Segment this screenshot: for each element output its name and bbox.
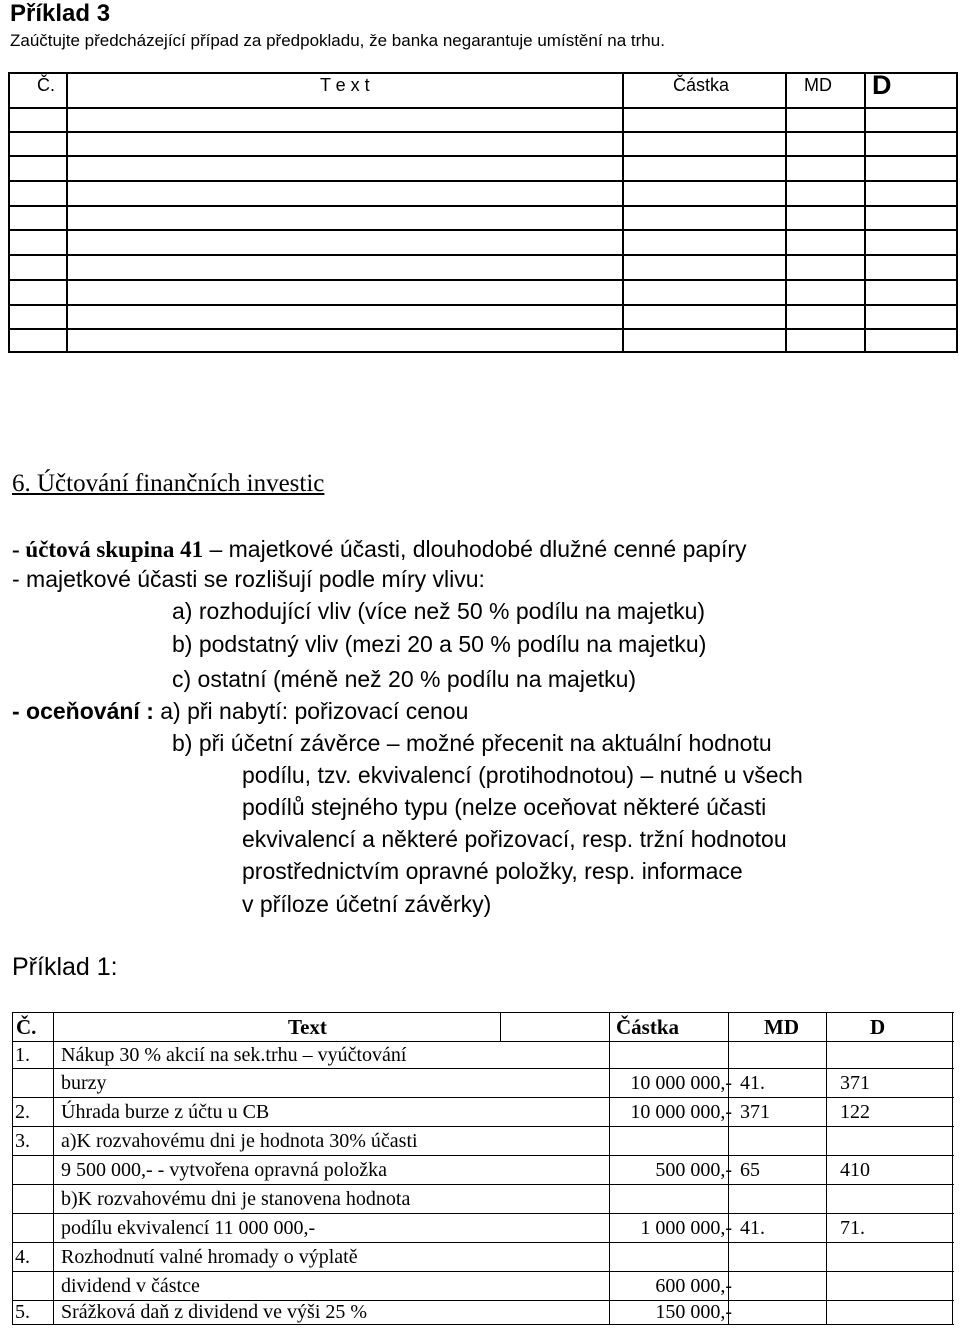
table-row-text: b)K rozvahovému dni je stanovena hodnota [61,1188,411,1210]
ex3-header-amount: Částka [673,75,730,95]
section-line-1-rest: – majetkové účasti, dlouhodobé dlužné cenné papíry [203,536,747,562]
section-line-4: b) podstatný vliv (mezi 20 a 50 % podílu na majetku) [172,631,707,657]
table-row-no: 3. [15,1130,30,1152]
ex1-header-text: Text [288,1015,327,1039]
section-line-6-rest: a) při nabytí: pořizovací cenou [153,698,469,724]
table-row-md: 41. [740,1072,765,1094]
table-row-no: 1. [15,1044,30,1066]
example3-title: Příklad 3 [10,0,111,27]
table-row-d: 371 [840,1072,870,1094]
table-row-amount: 500 000,- [655,1159,732,1181]
ex1-header-d: D [870,1015,886,1039]
table-row-md: 371 [740,1101,770,1123]
table-row-no: 4. [15,1246,30,1268]
table-row-text: 9 500 000,- - vytvořena opravná položka [61,1159,388,1181]
ex1-header-amount: Částka [616,1015,680,1039]
section-line-12: v příloze účetní závěrky) [242,891,492,917]
section-line-3: a) rozhodující vliv (více než 50 % podílu na majetku) [172,598,706,624]
table-row-amount: 150 000,- [655,1301,732,1323]
table-row-no: 5. [15,1301,30,1323]
table-row-text: Nákup 30 % akcií na sek.trhu – vyúčtování [61,1044,407,1066]
table-row-text: dividend v částce [61,1275,200,1297]
ex3-header-d: D [872,70,892,100]
table-row-amount: 10 000 000,- [630,1072,732,1094]
section-line-2: - majetkové účasti se rozlišují podle míry vlivu: [12,566,485,592]
ex1-header-md: MD [764,1015,799,1039]
ex3-header-text: T e x t [320,75,370,95]
table-row-d: 71. [840,1217,865,1239]
section-line-7: b) při účetní závěrce – možné přecenit na aktuální hodnotu [172,730,772,756]
table-row-amount: 1 000 000,- [640,1217,732,1239]
ex1-header-no: Č. [16,1015,37,1039]
table-row-text: Úhrada burze z účtu u CB [61,1101,270,1123]
section-line-9: podílů stejného typu (nelze oceňovat některé účasti [242,794,767,820]
example3-description: Zaúčtujte předcházející případ za předpokladu, že banka negarantuje umístění na trhu. [10,31,665,50]
table-row-d: 410 [840,1159,870,1181]
table-row-text: Srážková daň z dividend ve výši 25 % [61,1301,368,1323]
table-row-text: Rozhodnutí valné hromady o výplatě [61,1246,358,1268]
section-line-11: prostřednictvím opravné položky, resp. informace [242,858,743,884]
table-row-text: podílu ekvivalencí 11 000 000,- [61,1217,316,1239]
ex3-header-no: Č. [37,75,55,95]
table-row-d: 122 [840,1101,870,1123]
section-line-6-bold: - oceňování : [12,698,154,724]
section-line-1-bold: - účtová skupina 41 [12,537,204,562]
section-line-5: c) ostatní (méně než 20 % podílu na majetku) [172,666,637,692]
table-row-text: a)K rozvahovému dni je hodnota 30% účasti [61,1130,418,1152]
ex3-header-md: MD [804,75,832,95]
section-line-1 [12,536,747,563]
example1-title: Příklad 1: [12,953,118,981]
section-line-10: ekvivalencí a některé pořizovací, resp. tržní hodnotou [242,826,787,852]
section-line-8: podílu, tzv. ekvivalencí (protihodnotou) – nutné u všech [242,762,803,788]
table-row-amount: 600 000,- [655,1275,732,1297]
section-line-6 [12,698,468,725]
example1-table [12,1012,954,1326]
section-title: 6. Účtování finančních investic [12,470,325,497]
example3-empty-table [8,72,958,353]
table-row-md: 41. [740,1217,765,1239]
table-row-no: 2. [15,1101,30,1123]
table-row-amount: 10 000 000,- [630,1101,732,1123]
table-row-md: 65 [740,1159,760,1181]
table-row-text: burzy [61,1072,107,1094]
